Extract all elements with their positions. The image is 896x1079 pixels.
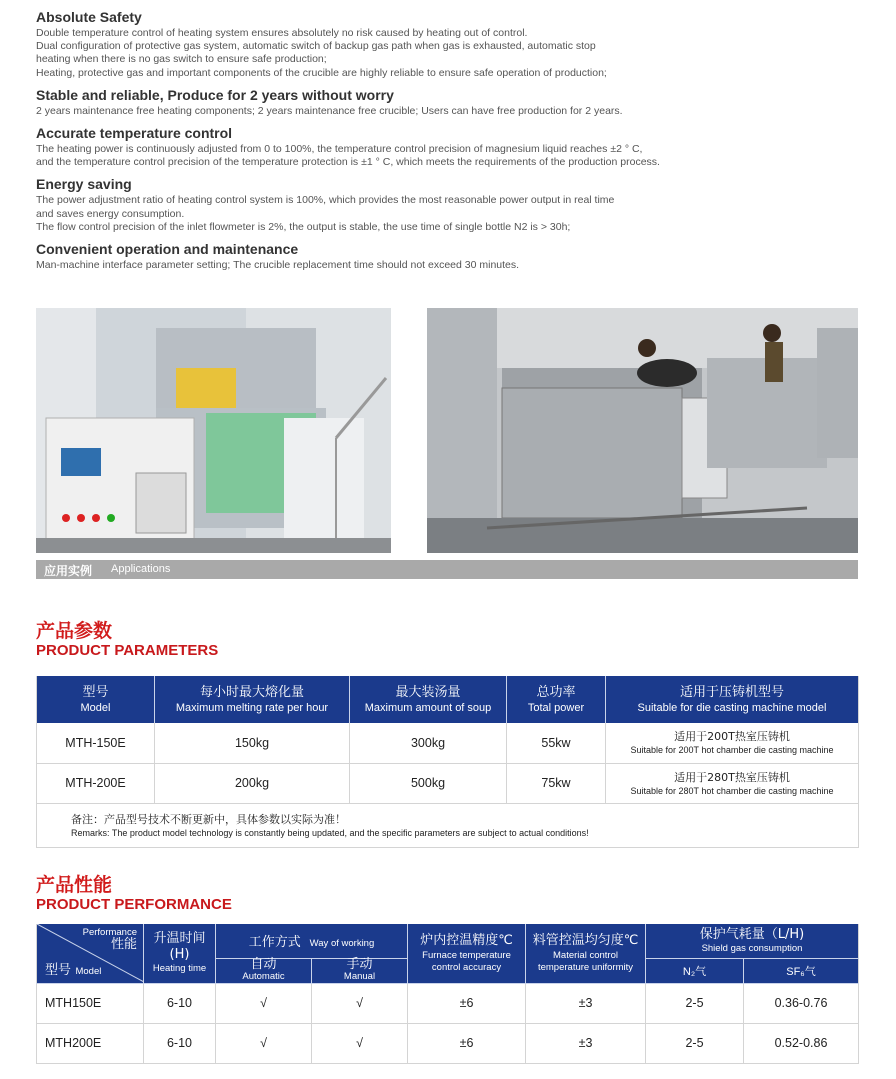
cell-n2: 2-5 [646, 983, 744, 1023]
header-suitable-model: 适用于压铸机型号 Suitable for die casting machine model [606, 676, 859, 723]
cell-sf6: 0.36-0.76 [744, 983, 859, 1023]
header-sf6-gas: SF₆气 [744, 958, 859, 983]
header-heating-time: 升温时间 (H) Heating time [144, 924, 216, 983]
feature-text [36, 259, 876, 272]
remarks-en: Remarks: The product model technology is constantly being updated, and the specific parameters are subject to actual conditions! [71, 827, 589, 838]
cell-material: ±3 [526, 1023, 646, 1063]
corner-model-label: 型号 Model [45, 962, 102, 978]
furnace-installation-photo [36, 308, 391, 553]
cell-manual: √ [312, 1023, 408, 1063]
cell-suitable: 适用于280T热室压铸机 Suitable for 280T hot chamber die casting machine [606, 763, 859, 803]
cell-furnace: ±6 [408, 1023, 526, 1063]
feature-stable-reliable [36, 86, 876, 118]
product-parameters-title [36, 620, 218, 660]
header-max-soup: 最大装汤量 Maximum amount of soup [350, 676, 507, 723]
header-material-uniformity: 料管控温均匀度℃ Material control temperature uniformity [526, 924, 646, 983]
feature-line: Heating, protective gas and important components of the crucible are highly reliable to ensure safe operation of production; [36, 66, 607, 79]
feature-title: Convenient operation and maintenance [36, 241, 299, 258]
product-performance-table [36, 924, 859, 1064]
cell-model: MTH150E [37, 983, 144, 1023]
header-manual: 手动 Manual [312, 958, 408, 983]
header-model: 型号 Model [37, 676, 155, 723]
header-shield-gas: 保护气耗量（L/H) Shield gas consumption [646, 924, 859, 958]
remarks-cn: 备注：产品型号技术不断更新中，具体参数以实际为准！ [71, 812, 346, 826]
header-n2-gas: N₂气 [646, 958, 744, 983]
cell-power: 75kw [507, 763, 606, 803]
feature-line: and saves energy consumption. [36, 207, 185, 220]
cell-model: MTH-150E [37, 723, 155, 763]
feature-energy-saving [36, 175, 876, 234]
feature-title: Stable and reliable, Produce for 2 years without worry [36, 86, 394, 103]
application-photos [36, 308, 858, 578]
section-title-en: PRODUCT PARAMETERS [36, 642, 219, 659]
feature-absolute-safety [36, 8, 876, 80]
table-header-row [37, 924, 859, 958]
feature-list [36, 8, 876, 278]
feature-text [36, 27, 876, 80]
corner-performance-label: Performance 性能 [82, 927, 137, 952]
feature-line: Dual configuration of protective gas system, automatic switch of backup gas path when gas is exhausted, automatic stop [36, 40, 596, 53]
cell-automatic: √ [216, 983, 312, 1023]
applications-caption [36, 560, 858, 579]
feature-line: 2 years maintenance free heating components; 2 years maintenance free crucible; Users can have free production for 2 years. [36, 104, 623, 117]
cell-soup: 300kg [350, 723, 507, 763]
applications-caption-en: Applications [111, 563, 171, 575]
feature-line: Man-machine interface parameter setting; The crucible replacement time should not exceed 30 minutes. [36, 259, 520, 272]
feature-title: Accurate temperature control [36, 125, 233, 142]
feature-text [36, 105, 876, 118]
product-parameters-table [36, 676, 859, 848]
cell-furnace: ±6 [408, 983, 526, 1023]
product-performance-title [36, 874, 232, 914]
header-total-power: 总功率 Total power [507, 676, 606, 723]
table-row [37, 763, 859, 803]
furnace-machine-photo [427, 308, 858, 553]
feature-temperature-control [36, 124, 876, 169]
cell-manual: √ [312, 983, 408, 1023]
feature-line: Double temperature control of heating system ensures absolutely no risk caused by heating out of control. [36, 27, 528, 39]
header-automatic: 自动 Automatic [216, 958, 312, 983]
cell-power: 55kw [507, 723, 606, 763]
cell-material: ±3 [526, 983, 646, 1023]
cell-model: MTH200E [37, 1023, 144, 1063]
feature-title: Absolute Safety [36, 9, 142, 25]
applications-caption-cn: 应用实例 [44, 564, 93, 578]
cell-soup: 500kg [350, 763, 507, 803]
remarks-row [37, 803, 859, 847]
feature-title: Energy saving [36, 176, 132, 193]
cell-melting: 150kg [155, 723, 350, 763]
table-row [37, 983, 859, 1023]
cell-sf6: 0.52-0.86 [744, 1023, 859, 1063]
cell-n2: 2-5 [646, 1023, 744, 1063]
feature-text [36, 143, 876, 169]
cell-model: MTH-200E [37, 763, 155, 803]
cell-automatic: √ [216, 1023, 312, 1063]
cell-heating: 6-10 [144, 1023, 216, 1063]
header-melting-rate: 每小时最大熔化量 Maximum melting rate per hour [155, 676, 350, 723]
header-furnace-accuracy: 炉内控温精度℃ Furnace temperature control accuracy [408, 924, 526, 983]
remarks-cell [37, 803, 859, 847]
feature-line: The heating power is continuously adjusted from 0 to 100%, the temperature control precision of magnesium liquid reaches ±2 ° C, [36, 143, 643, 156]
section-title-en: PRODUCT PERFORMANCE [36, 896, 232, 913]
section-title-cn: 产品性能 [36, 874, 113, 896]
section-title-cn: 产品参数 [36, 620, 113, 642]
cell-melting: 200kg [155, 763, 350, 803]
feature-text [36, 194, 876, 234]
table-row [37, 1023, 859, 1063]
feature-line: and the temperature control precision of the temperature protection is ±1 ° C, which meets the requirements of the production process. [36, 156, 660, 169]
feature-convenient-operation [36, 240, 876, 272]
cell-heating: 6-10 [144, 983, 216, 1023]
feature-line: The power adjustment ratio of heating control system is 100%, which provides the most reasonable power output in real time [36, 194, 615, 207]
table-row [37, 723, 859, 763]
header-corner-cell [37, 924, 144, 983]
cell-suitable: 适用于200T热室压铸机 Suitable for 200T hot chamber die casting machine [606, 723, 859, 763]
feature-line: heating when there is no gas switch to ensure safe production; [36, 53, 327, 66]
header-way-of-working: 工作方式 Way of working [216, 924, 408, 958]
feature-line: The flow control precision of the inlet flowmeter is 2%, the output is stable, the use time of single bottle N2 is > 30h; [36, 220, 571, 233]
table-header-row [37, 676, 859, 723]
